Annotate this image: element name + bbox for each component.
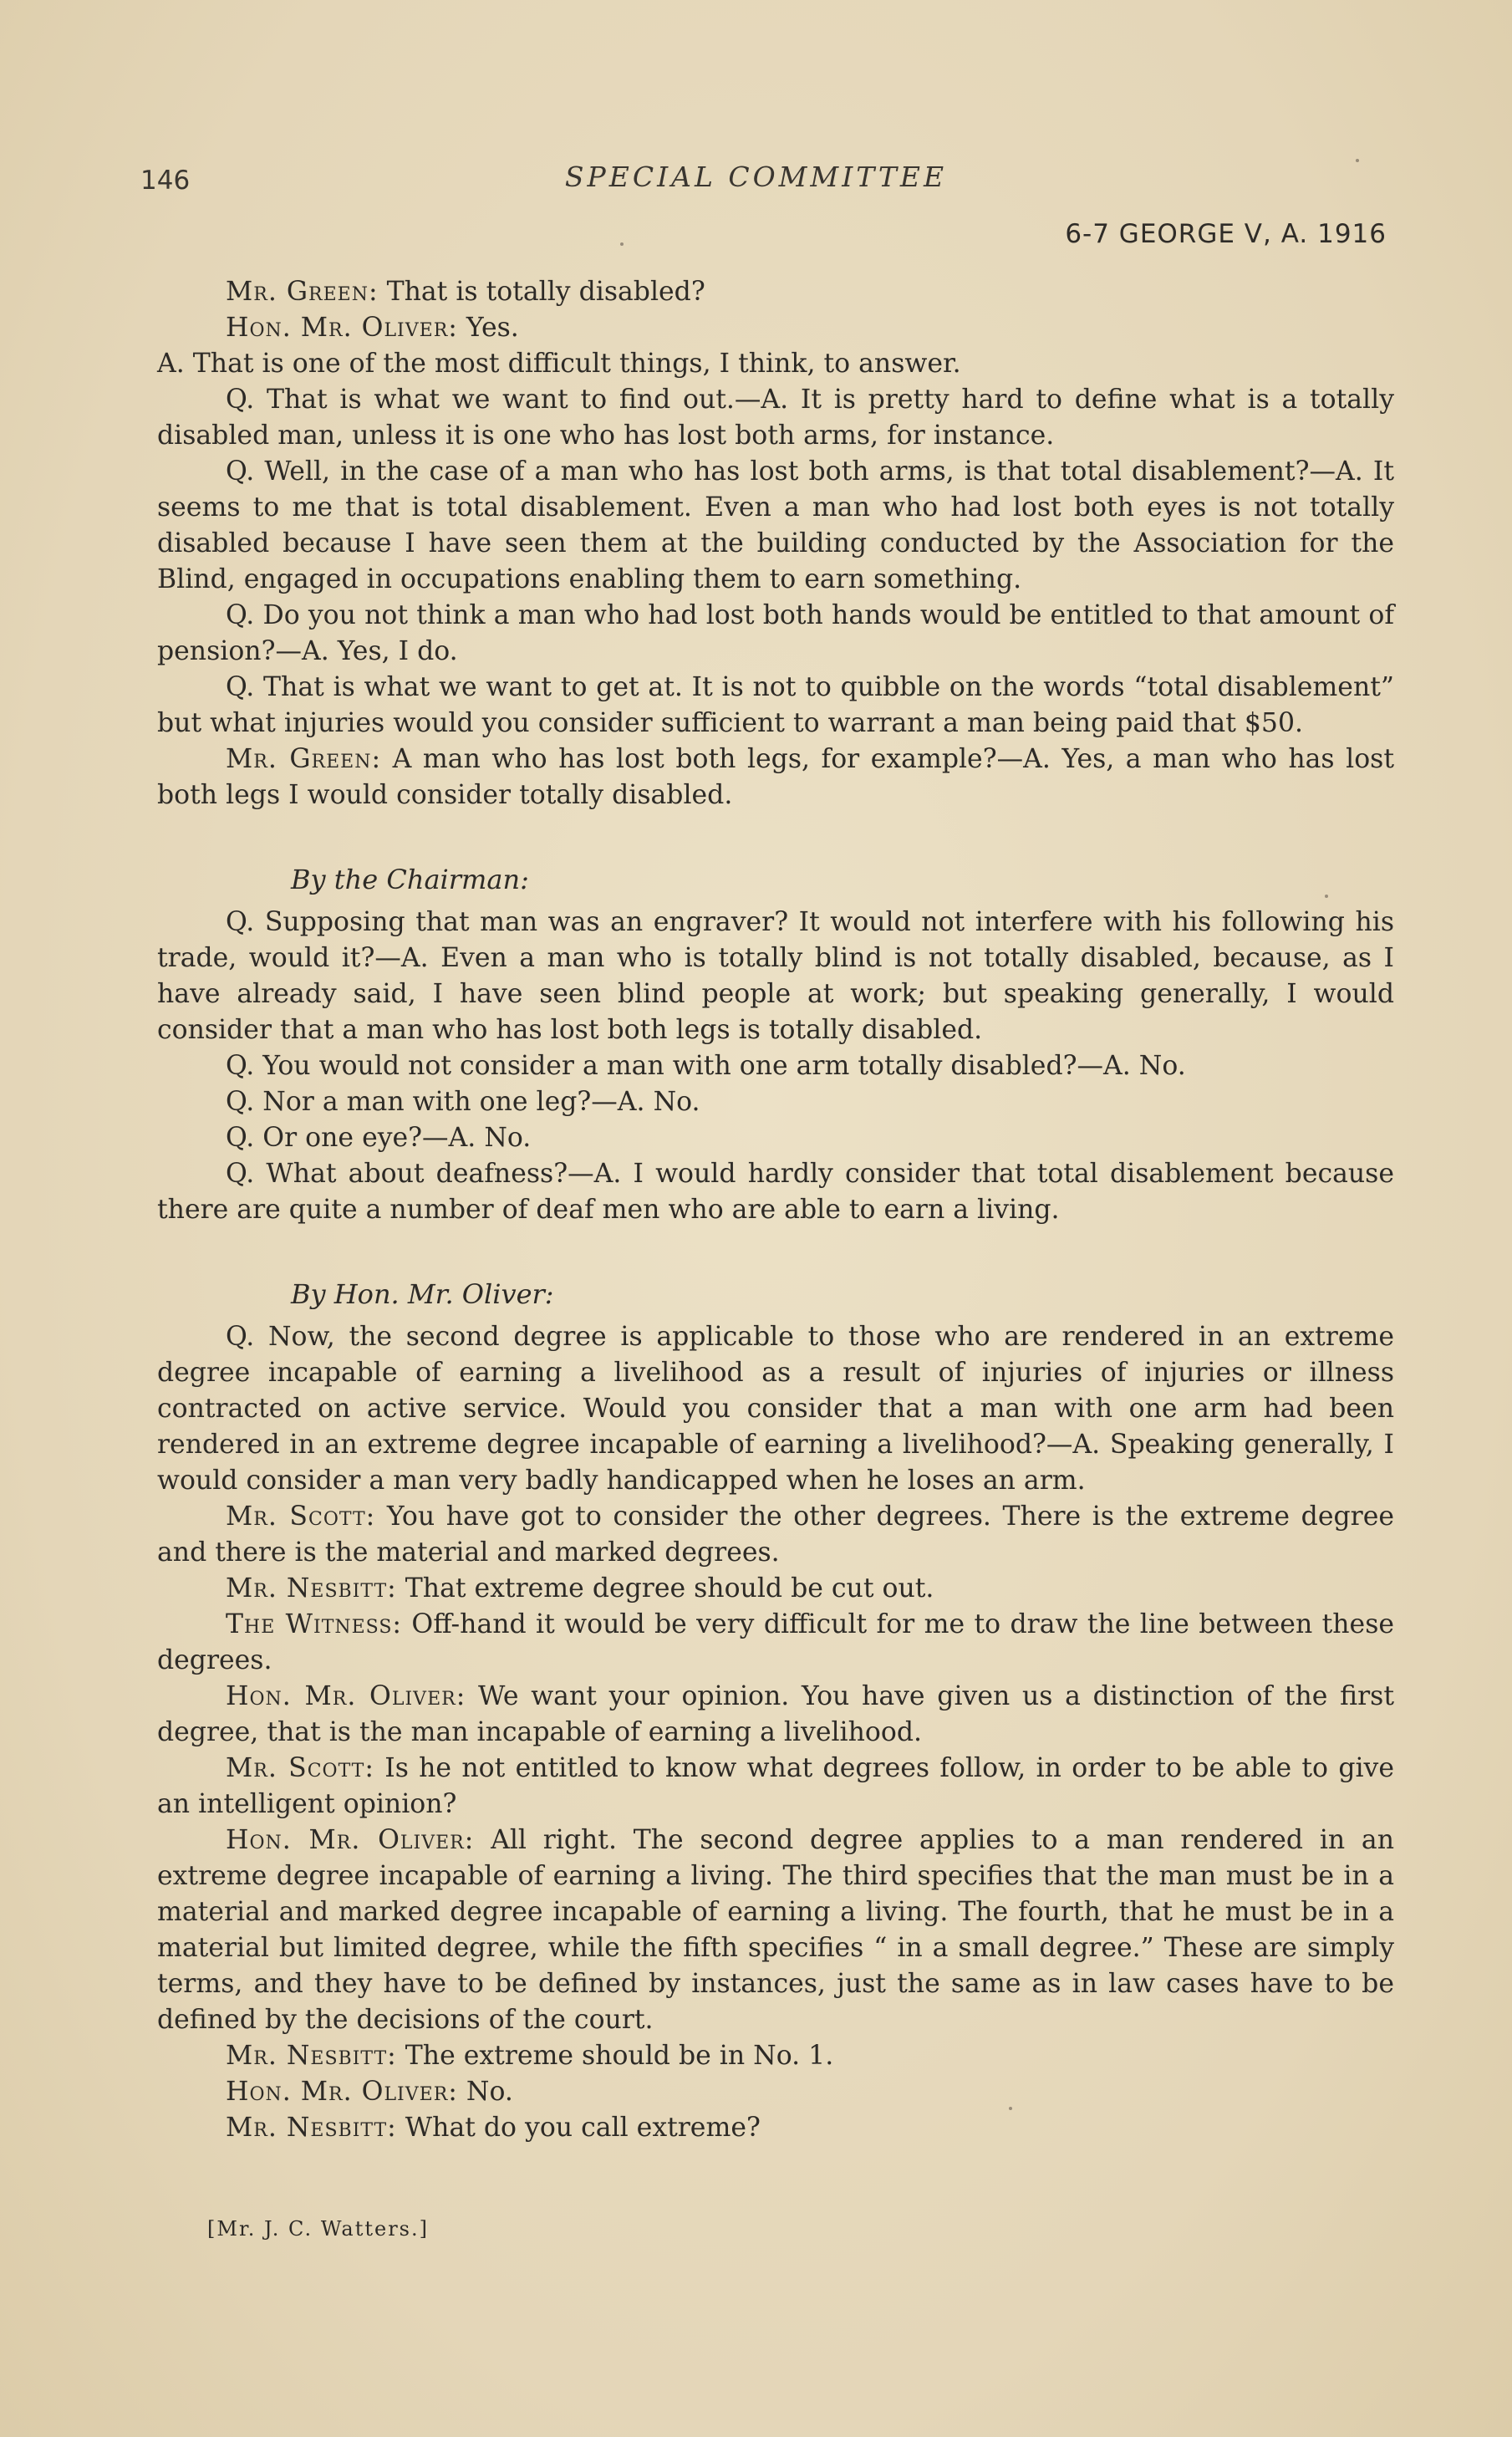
paragraph-text: Q. Do you not think a man who had lost both hands would be entitled to that amount of pension?—A. Yes, I do.: [157, 600, 1394, 666]
paragraph: [157, 2074, 1394, 2110]
page-body: [157, 274, 1394, 2146]
paragraph-text: Q. Or one eye?—A. No.: [226, 1123, 532, 1153]
paragraph: [157, 454, 1394, 598]
paper-speck: [1356, 159, 1359, 162]
paragraph-text: We want your opinion. You have given us a distinction of the first degree, that is the man incapable of earning a livelihood.: [157, 1681, 1395, 1747]
footer-attribution: [Mr. J. C. Watters.]: [207, 2217, 429, 2241]
speaker-name: Hon. Mr. Oliver:: [226, 313, 458, 343]
paragraph: [157, 382, 1394, 454]
section-heading: By Hon. Mr. Oliver:: [291, 1278, 554, 1310]
paper-speck: [1009, 2107, 1012, 2110]
speaker-name: Mr. Green:: [226, 744, 382, 774]
paragraph-text: A man who has lost both legs, for example?—A. Yes, a man who has lost both legs I would consider totally disabled.: [157, 744, 1394, 810]
speaker-name: The Witness:: [226, 1609, 403, 1639]
paragraph: [157, 1823, 1394, 2038]
speaker-name: Mr. Scott:: [226, 1501, 376, 1532]
paragraph-text: You have got to consider the other degrees. There is the extreme degree and there is the material and marked degrees.: [157, 1501, 1394, 1568]
paragraph-text: A. That is one of the most difficult things, I think, to answer.: [157, 349, 961, 379]
paragraph: [157, 1679, 1394, 1751]
paragraph: [157, 598, 1394, 670]
paper-speck: [620, 242, 624, 246]
paragraph-text: All right. The second degree applies to a man rendered in an extreme degree incapable of earning a living. The third specifies that the man must be in a material and marked degree incapable of earning a living. The fourth, that he must be in a material but limited degree, while the fifth specifies “ in a small degree.” These are simply terms, and they have to be defined by instances, just the same as in law cases have to be defined by the decisions of the court.: [157, 1825, 1395, 2035]
paragraph: [157, 1751, 1394, 1823]
paragraph: [157, 310, 1394, 346]
paragraph: [157, 1319, 1394, 1499]
speaker-name: Mr. Nesbitt:: [226, 2113, 397, 2143]
paragraph: [157, 2038, 1394, 2074]
paragraph-text: No.: [457, 2077, 513, 2107]
speaker-name: Mr. Scott:: [226, 1753, 374, 1783]
speaker-name: Mr. Nesbitt:: [226, 1573, 397, 1603]
paragraph-text: Q. What about deafness?—A. I would hardly consider that total disablement because there are quite a number of deaf men who are able to earn a living.: [157, 1159, 1394, 1225]
paragraph: [157, 1607, 1394, 1679]
paragraph: [157, 1571, 1394, 1607]
speaker-name: Hon. Mr. Oliver:: [226, 1825, 475, 1855]
paragraph-text: That extreme degree should be cut out.: [396, 1573, 934, 1603]
paragraph: [157, 1120, 1394, 1156]
paragraph: [157, 2110, 1394, 2146]
paragraph: [157, 742, 1394, 813]
paragraph: [157, 1048, 1394, 1084]
paragraph: [157, 346, 1394, 382]
paragraph: [157, 670, 1394, 742]
paragraph: [157, 1499, 1394, 1571]
session-label: 6-7 GEORGE V, A. 1916: [1065, 219, 1387, 249]
section-heading: By the Chairman:: [291, 864, 529, 895]
paragraph-text: Q. Well, in the case of a man who has lost both arms, is that total disablement?—A. It seems to me that is total disablement. Even a man who had lost both eyes is not totally disabled because I have seen them at the building conducted by the Association for the Blind, engaged in occupations enabling them to earn something.: [157, 456, 1394, 594]
paragraph: [157, 905, 1394, 1048]
paragraph: [157, 1156, 1394, 1228]
page-number: 146: [140, 166, 191, 196]
speaker-name: Hon. Mr. Oliver:: [226, 2077, 458, 2107]
paragraph-text: Q. That is what we want to get at. It is not to quibble on the words “total disablement” but what injuries would you consider sufficient to warrant a man being paid that $50.: [157, 672, 1394, 738]
paragraph-text: Off-hand it would be very difficult for me to draw the line between these degrees.: [157, 1609, 1395, 1675]
speaker-name: Mr. Green:: [226, 277, 379, 307]
paragraph-text: Is he not entitled to know what degrees follow, in order to be able to give an intelligent opinion?: [157, 1753, 1394, 1819]
paragraph-text: Q. You would not consider a man with one arm totally disabled?—A. No.: [226, 1051, 1186, 1081]
paragraph: [157, 274, 1394, 310]
paragraph-text: That is totally disabled?: [378, 277, 705, 307]
paragraph-text: Q. Now, the second degree is applicable to those who are rendered in an extreme degree incapable of earning a livelihood as a result of injuries of injuries or illness contracted on active service. Would you consider that a man with one arm had been rendered in an extreme degree incapable of earning a livelihood?—A. Speaking generally, I would consider a man very badly handicapped when he loses an arm.: [157, 1322, 1394, 1496]
paragraph-text: Q. Supposing that man was an engraver? It would not interfere with his following his trade, would it?—A. Even a man who is totally blind is not totally disabled, because, as I have already said, I have seen blind people at work; but speaking generally, I would consider that a man who has lost both legs is totally disabled.: [157, 907, 1394, 1045]
paragraph-text: Q. That is what we want to find out.—A. It is pretty hard to define what is a totally disabled man, unless it is one who has lost both arms, for instance.: [157, 385, 1394, 451]
running-head: SPECIAL COMMITTEE: [564, 161, 948, 193]
paper-speck: [1325, 895, 1328, 898]
paragraph-text: The extreme should be in No. 1.: [396, 2041, 834, 2071]
paragraph-text: What do you call extreme?: [396, 2113, 761, 2143]
paragraph: [157, 1084, 1394, 1120]
paragraph-text: Q. Nor a man with one leg?—A. No.: [226, 1087, 700, 1117]
paragraph-text: Yes.: [457, 313, 519, 343]
speaker-name: Hon. Mr. Oliver:: [226, 1681, 466, 1711]
speaker-name: Mr. Nesbitt:: [226, 2041, 397, 2071]
